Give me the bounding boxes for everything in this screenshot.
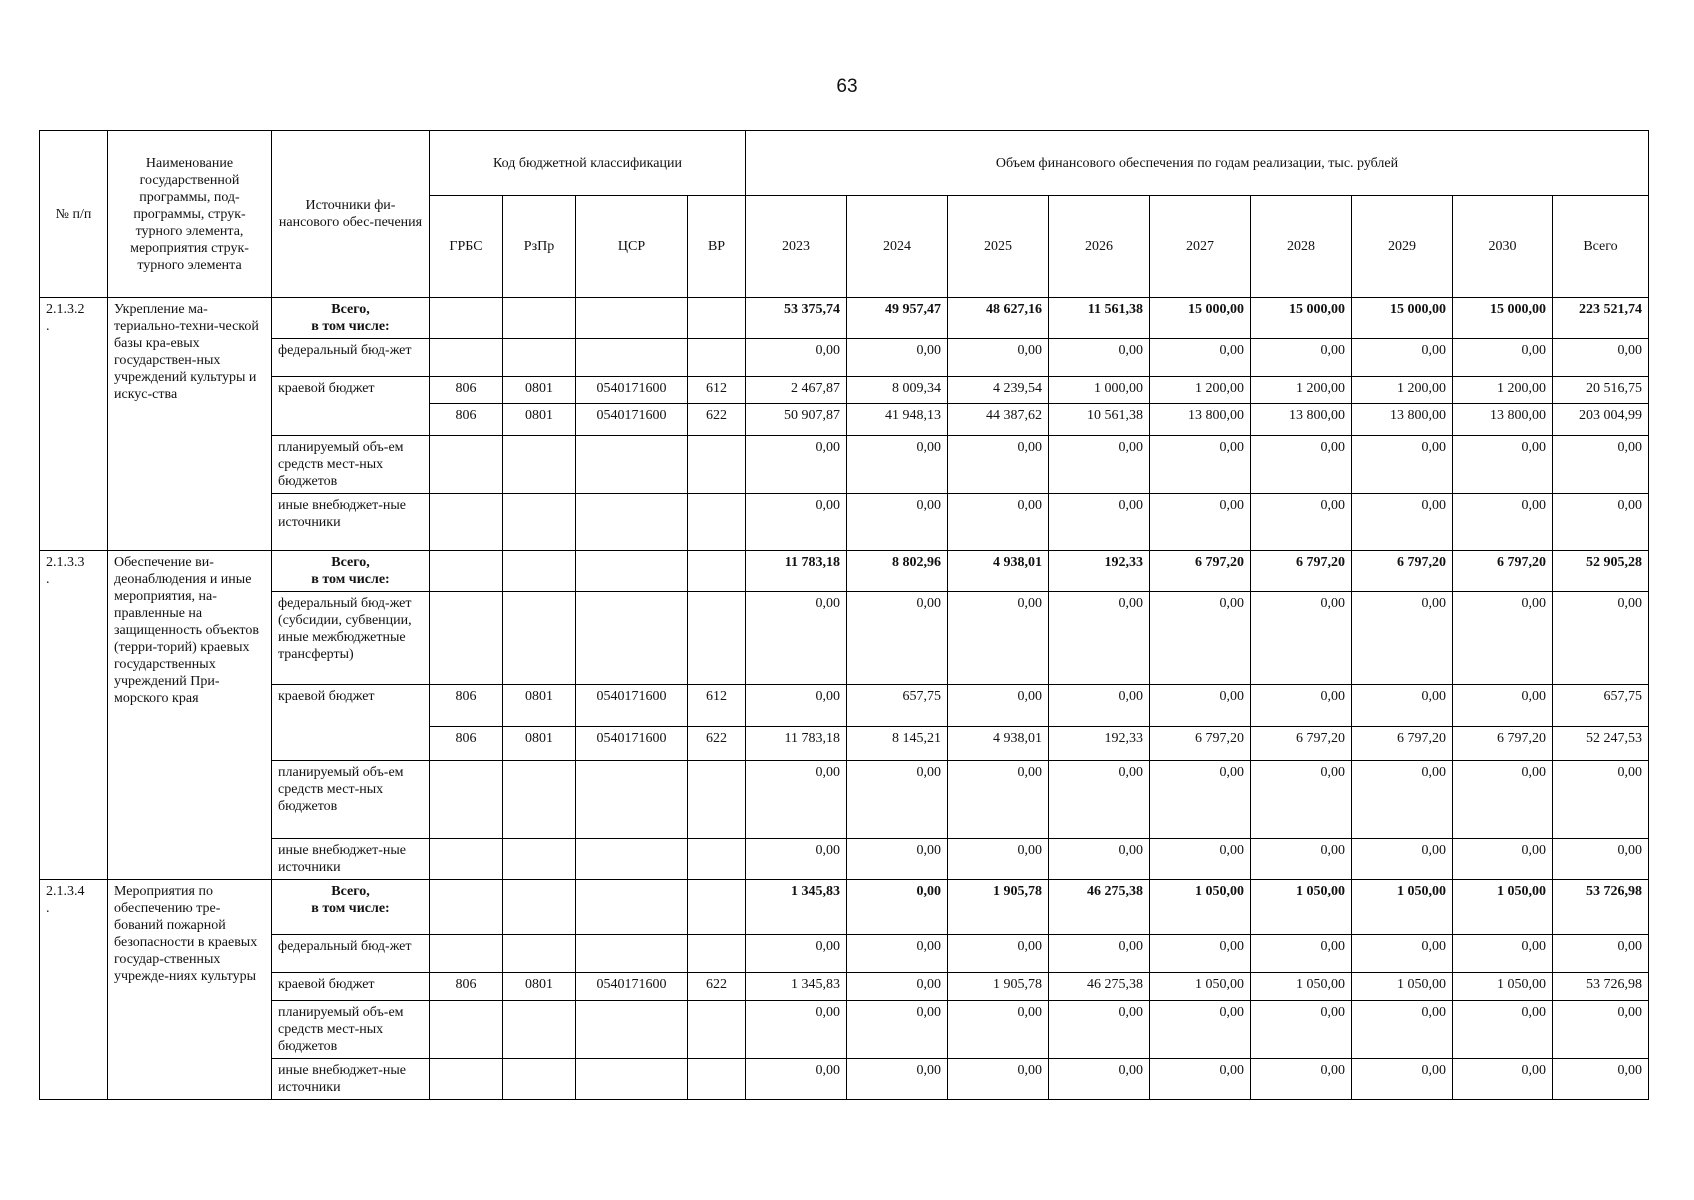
- code-csr: [576, 436, 688, 494]
- code-vr: 612: [688, 377, 746, 404]
- value-total: 657,75: [1553, 685, 1649, 727]
- value-2027: 13 800,00: [1150, 404, 1251, 436]
- code-vr: 622: [688, 973, 746, 1001]
- code-vr: [688, 761, 746, 839]
- code-vr: [688, 436, 746, 494]
- value-2023: 11 783,18: [746, 727, 847, 761]
- funding-source: федеральный бюд-жет: [272, 935, 430, 973]
- value-2024: 0,00: [847, 839, 948, 880]
- value-2027: 0,00: [1150, 592, 1251, 685]
- item-number: 2.1.3.2 .: [40, 298, 108, 551]
- code-csr: [576, 839, 688, 880]
- value-2029: 0,00: [1352, 436, 1453, 494]
- value-2025: 0,00: [948, 436, 1049, 494]
- code-csr: [576, 1059, 688, 1100]
- value-2029: 1 200,00: [1352, 377, 1453, 404]
- funding-source: федеральный бюд-жет (субсидии, субвенции, иные межбюджетные трансферты): [272, 592, 430, 685]
- code-rzpr: 0801: [503, 727, 576, 761]
- funding-source-line: в том числе:: [311, 319, 390, 334]
- code-grbs: [430, 839, 503, 880]
- code-rzpr: 0801: [503, 404, 576, 436]
- value-2025: 1 905,78: [948, 880, 1049, 935]
- value-2030: 0,00: [1453, 761, 1553, 839]
- value-2028: 0,00: [1251, 1059, 1352, 1100]
- value-2030: 1 050,00: [1453, 973, 1553, 1001]
- table-row: [40, 436, 1649, 494]
- value-2025: 0,00: [948, 339, 1049, 377]
- value-2030: 1 050,00: [1453, 880, 1553, 935]
- header-grbs: ГРБС: [430, 196, 503, 298]
- code-vr: 622: [688, 727, 746, 761]
- value-2030: 6 797,20: [1453, 727, 1553, 761]
- value-total: 223 521,74: [1553, 298, 1649, 339]
- code-vr: [688, 1059, 746, 1100]
- code-vr: [688, 494, 746, 551]
- code-vr: [688, 880, 746, 935]
- value-2029: 1 050,00: [1352, 973, 1453, 1001]
- value-total: 53 726,98: [1553, 973, 1649, 1001]
- code-rzpr: [503, 551, 576, 592]
- item-number: 2.1.3.3 .: [40, 551, 108, 880]
- code-rzpr: 0801: [503, 973, 576, 1001]
- value-2028: 6 797,20: [1251, 727, 1352, 761]
- value-2025: 0,00: [948, 761, 1049, 839]
- value-2028: 15 000,00: [1251, 298, 1352, 339]
- item-name: Мероприятия по обеспечению тре-бований пожарной безопасности в краевых государ-ственных учрежде-ниях культуры: [108, 880, 272, 1100]
- value-2023: 0,00: [746, 494, 847, 551]
- value-2025: 48 627,16: [948, 298, 1049, 339]
- code-rzpr: [503, 1001, 576, 1059]
- header-year-2027: 2027: [1150, 196, 1251, 298]
- value-2026: 0,00: [1049, 436, 1150, 494]
- value-2023: 0,00: [746, 339, 847, 377]
- value-total: 0,00: [1553, 494, 1649, 551]
- table-body: [40, 298, 1649, 1100]
- code-grbs: [430, 298, 503, 339]
- value-2023: 0,00: [746, 839, 847, 880]
- header-number: № п/п: [40, 131, 108, 298]
- value-2023: 2 467,87: [746, 377, 847, 404]
- funding-source: иные внебюджет-ные источники: [272, 494, 430, 551]
- value-2029: 0,00: [1352, 592, 1453, 685]
- header-rzpr: РзПр: [503, 196, 576, 298]
- value-2029: 0,00: [1352, 685, 1453, 727]
- value-2024: 0,00: [847, 592, 948, 685]
- value-2026: 0,00: [1049, 592, 1150, 685]
- code-vr: [688, 935, 746, 973]
- table-row: [40, 494, 1649, 551]
- code-csr: 0540171600: [576, 377, 688, 404]
- value-2025: 0,00: [948, 685, 1049, 727]
- code-vr: [688, 839, 746, 880]
- value-2026: 0,00: [1049, 494, 1150, 551]
- value-2030: 0,00: [1453, 592, 1553, 685]
- value-2024: 49 957,47: [847, 298, 948, 339]
- funding-source: иные внебюджет-ные источники: [272, 839, 430, 880]
- value-2023: 0,00: [746, 1001, 847, 1059]
- funding-source-line: в том числе:: [311, 572, 390, 587]
- value-2025: 0,00: [948, 1001, 1049, 1059]
- value-2027: 1 050,00: [1150, 880, 1251, 935]
- code-vr: 612: [688, 685, 746, 727]
- value-2024: 8 145,21: [847, 727, 948, 761]
- code-csr: [576, 551, 688, 592]
- code-csr: [576, 880, 688, 935]
- value-2028: 1 050,00: [1251, 880, 1352, 935]
- code-csr: [576, 1001, 688, 1059]
- header-total: Всего: [1553, 196, 1649, 298]
- value-2027: 15 000,00: [1150, 298, 1251, 339]
- value-2029: 0,00: [1352, 494, 1453, 551]
- code-vr: [688, 592, 746, 685]
- value-total: 0,00: [1553, 935, 1649, 973]
- funding-source-line: Всего,: [331, 302, 370, 317]
- value-2028: 0,00: [1251, 592, 1352, 685]
- value-2024: 0,00: [847, 494, 948, 551]
- code-rzpr: [503, 436, 576, 494]
- page-number: 63: [836, 76, 858, 97]
- code-grbs: [430, 1059, 503, 1100]
- value-total: 0,00: [1553, 592, 1649, 685]
- value-2023: 0,00: [746, 685, 847, 727]
- funding-source: планируемый объ-ем средств мест-ных бюджетов: [272, 1001, 430, 1059]
- value-2024: 8 009,34: [847, 377, 948, 404]
- table-row: [40, 685, 1649, 727]
- value-2024: 0,00: [847, 935, 948, 973]
- value-2029: 6 797,20: [1352, 551, 1453, 592]
- value-total: 0,00: [1553, 761, 1649, 839]
- code-vr: [688, 551, 746, 592]
- value-total: 0,00: [1553, 839, 1649, 880]
- value-2029: 6 797,20: [1352, 727, 1453, 761]
- header-budget-code: Код бюджетной классификации: [430, 131, 746, 196]
- value-2024: 0,00: [847, 973, 948, 1001]
- value-2025: 0,00: [948, 935, 1049, 973]
- funding-source-line: Всего,: [331, 884, 370, 899]
- code-csr: [576, 494, 688, 551]
- value-2027: 0,00: [1150, 839, 1251, 880]
- code-grbs: [430, 935, 503, 973]
- code-grbs: [430, 339, 503, 377]
- value-2030: 0,00: [1453, 685, 1553, 727]
- value-2030: 0,00: [1453, 935, 1553, 973]
- value-2023: 1 345,83: [746, 880, 847, 935]
- value-2030: 0,00: [1453, 494, 1553, 551]
- table-row: [40, 973, 1649, 1001]
- value-2027: 0,00: [1150, 761, 1251, 839]
- funding-source: [272, 880, 430, 935]
- header-year-2023: 2023: [746, 196, 847, 298]
- value-2027: 0,00: [1150, 339, 1251, 377]
- code-grbs: [430, 436, 503, 494]
- value-2026: 46 275,38: [1049, 973, 1150, 1001]
- header-financing-volume: Объем финансового обеспечения по годам реализации, тыс. рублей: [746, 131, 1649, 196]
- value-2023: 50 907,87: [746, 404, 847, 436]
- value-2026: 0,00: [1049, 685, 1150, 727]
- value-2027: 1 050,00: [1150, 973, 1251, 1001]
- value-2028: 0,00: [1251, 761, 1352, 839]
- value-2026: 192,33: [1049, 727, 1150, 761]
- value-2024: 0,00: [847, 761, 948, 839]
- value-2028: 0,00: [1251, 436, 1352, 494]
- funding-source: федеральный бюд-жет: [272, 339, 430, 377]
- code-csr: 0540171600: [576, 685, 688, 727]
- funding-source-line: Всего,: [331, 555, 370, 570]
- value-2025: 0,00: [948, 494, 1049, 551]
- value-2029: 0,00: [1352, 339, 1453, 377]
- value-2029: 0,00: [1352, 935, 1453, 973]
- code-grbs: [430, 592, 503, 685]
- code-grbs: 806: [430, 685, 503, 727]
- table-row: [40, 339, 1649, 377]
- value-2024: 657,75: [847, 685, 948, 727]
- table-row: [40, 839, 1649, 880]
- value-2026: 192,33: [1049, 551, 1150, 592]
- value-2024: 0,00: [847, 1001, 948, 1059]
- value-2026: 0,00: [1049, 935, 1150, 973]
- value-2023: 0,00: [746, 935, 847, 973]
- code-rzpr: [503, 880, 576, 935]
- code-rzpr: [503, 494, 576, 551]
- code-rzpr: 0801: [503, 377, 576, 404]
- value-2024: 0,00: [847, 339, 948, 377]
- value-2024: 41 948,13: [847, 404, 948, 436]
- code-grbs: [430, 551, 503, 592]
- code-csr: 0540171600: [576, 404, 688, 436]
- value-2028: 0,00: [1251, 839, 1352, 880]
- funding-source: иные внебюджет-ные источники: [272, 1059, 430, 1100]
- value-2028: 1 200,00: [1251, 377, 1352, 404]
- table-row: [40, 1059, 1649, 1100]
- code-grbs: 806: [430, 973, 503, 1001]
- code-vr: [688, 298, 746, 339]
- code-csr: [576, 761, 688, 839]
- financing-table: [39, 130, 1649, 1100]
- value-2025: 0,00: [948, 1059, 1049, 1100]
- value-2025: 0,00: [948, 839, 1049, 880]
- value-2030: 0,00: [1453, 339, 1553, 377]
- value-2028: 0,00: [1251, 494, 1352, 551]
- value-2023: 0,00: [746, 761, 847, 839]
- header-year-2026: 2026: [1049, 196, 1150, 298]
- header-year-2029: 2029: [1352, 196, 1453, 298]
- value-total: 0,00: [1553, 339, 1649, 377]
- value-2023: 53 375,74: [746, 298, 847, 339]
- value-2023: 0,00: [746, 592, 847, 685]
- value-2027: 0,00: [1150, 685, 1251, 727]
- code-rzpr: [503, 1059, 576, 1100]
- header-year-2024: 2024: [847, 196, 948, 298]
- code-csr: [576, 339, 688, 377]
- header-vr: ВР: [688, 196, 746, 298]
- code-vr: [688, 1001, 746, 1059]
- value-2029: 1 050,00: [1352, 880, 1453, 935]
- value-2030: 0,00: [1453, 436, 1553, 494]
- code-grbs: [430, 494, 503, 551]
- value-2023: 0,00: [746, 436, 847, 494]
- code-csr: [576, 935, 688, 973]
- value-2028: 6 797,20: [1251, 551, 1352, 592]
- table-row: [40, 551, 1649, 592]
- value-2025: 0,00: [948, 592, 1049, 685]
- funding-source: планируемый объ-ем средств мест-ных бюджетов: [272, 436, 430, 494]
- funding-source: [272, 298, 430, 339]
- value-2030: 0,00: [1453, 1059, 1553, 1100]
- code-csr: 0540171600: [576, 973, 688, 1001]
- code-rzpr: [503, 761, 576, 839]
- value-2024: 0,00: [847, 880, 948, 935]
- value-2029: 0,00: [1352, 1001, 1453, 1059]
- code-rzpr: [503, 339, 576, 377]
- code-grbs: 806: [430, 727, 503, 761]
- header-year-2028: 2028: [1251, 196, 1352, 298]
- item-name: Обеспечение ви-деонаблюдения и иные мероприятия, на-правленные на защищенность объектов (терри-торий) краевых государственных учреждений При-морского края: [108, 551, 272, 880]
- value-2026: 10 561,38: [1049, 404, 1150, 436]
- value-2026: 0,00: [1049, 1059, 1150, 1100]
- value-2025: 1 905,78: [948, 973, 1049, 1001]
- code-grbs: [430, 761, 503, 839]
- code-csr: 0540171600: [576, 727, 688, 761]
- code-rzpr: [503, 839, 576, 880]
- value-2026: 46 275,38: [1049, 880, 1150, 935]
- value-2027: 6 797,20: [1150, 551, 1251, 592]
- value-2027: 0,00: [1150, 1059, 1251, 1100]
- code-grbs: [430, 1001, 503, 1059]
- value-2027: 0,00: [1150, 494, 1251, 551]
- value-2027: 0,00: [1150, 436, 1251, 494]
- value-2028: 0,00: [1251, 1001, 1352, 1059]
- item-name: Укрепление ма-териально-техни-ческой базы кра-евых государствен-ных учреждений культуры и искус-ства: [108, 298, 272, 551]
- value-2026: 0,00: [1049, 761, 1150, 839]
- header-year-2025: 2025: [948, 196, 1049, 298]
- value-total: 20 516,75: [1553, 377, 1649, 404]
- code-csr: [576, 298, 688, 339]
- value-2023: 11 783,18: [746, 551, 847, 592]
- value-total: 52 905,28: [1553, 551, 1649, 592]
- value-2029: 0,00: [1352, 761, 1453, 839]
- value-2023: 0,00: [746, 1059, 847, 1100]
- item-number: 2.1.3.4 .: [40, 880, 108, 1100]
- value-total: 0,00: [1553, 436, 1649, 494]
- funding-source: планируемый объ-ем средств мест-ных бюджетов: [272, 761, 430, 839]
- value-2029: 13 800,00: [1352, 404, 1453, 436]
- funding-source: [272, 551, 430, 592]
- code-rzpr: [503, 592, 576, 685]
- value-2026: 0,00: [1049, 839, 1150, 880]
- value-total: 53 726,98: [1553, 880, 1649, 935]
- header-name: Наименование государственной программы, под-программы, струк-турного элемента, мероприятия струк-турного элемента: [108, 131, 272, 298]
- code-grbs: 806: [430, 377, 503, 404]
- table-row: [40, 592, 1649, 685]
- value-2025: 4 938,01: [948, 551, 1049, 592]
- value-2026: 0,00: [1049, 1001, 1150, 1059]
- value-2030: 6 797,20: [1453, 551, 1553, 592]
- value-2024: 0,00: [847, 1059, 948, 1100]
- value-2025: 4 938,01: [948, 727, 1049, 761]
- value-total: 0,00: [1553, 1059, 1649, 1100]
- value-total: 203 004,99: [1553, 404, 1649, 436]
- value-2025: 44 387,62: [948, 404, 1049, 436]
- value-2030: 0,00: [1453, 839, 1553, 880]
- header-source: Источники фи-нансового обес-печения: [272, 131, 430, 298]
- code-rzpr: [503, 298, 576, 339]
- value-2030: 15 000,00: [1453, 298, 1553, 339]
- value-2025: 4 239,54: [948, 377, 1049, 404]
- header-csr: ЦСР: [576, 196, 688, 298]
- value-2028: 0,00: [1251, 339, 1352, 377]
- value-2030: 1 200,00: [1453, 377, 1553, 404]
- value-2028: 0,00: [1251, 685, 1352, 727]
- value-2030: 0,00: [1453, 1001, 1553, 1059]
- value-2028: 1 050,00: [1251, 973, 1352, 1001]
- value-2029: 0,00: [1352, 839, 1453, 880]
- code-rzpr: [503, 935, 576, 973]
- value-2029: 15 000,00: [1352, 298, 1453, 339]
- value-2026: 11 561,38: [1049, 298, 1150, 339]
- table-header: [40, 131, 1649, 298]
- code-vr: 622: [688, 404, 746, 436]
- table-row: [40, 761, 1649, 839]
- table-row: [40, 377, 1649, 404]
- funding-source: краевой бюджет: [272, 685, 430, 761]
- value-2026: 0,00: [1049, 339, 1150, 377]
- code-rzpr: 0801: [503, 685, 576, 727]
- value-total: 0,00: [1553, 1001, 1649, 1059]
- value-2027: 0,00: [1150, 1001, 1251, 1059]
- table-row: [40, 298, 1649, 339]
- code-vr: [688, 339, 746, 377]
- code-grbs: 806: [430, 404, 503, 436]
- table-row: [40, 880, 1649, 935]
- table-row: [40, 935, 1649, 973]
- header-year-2030: 2030: [1453, 196, 1553, 298]
- funding-source-line: в том числе:: [311, 901, 390, 916]
- value-2027: 1 200,00: [1150, 377, 1251, 404]
- funding-source: краевой бюджет: [272, 377, 430, 436]
- value-2027: 0,00: [1150, 935, 1251, 973]
- value-2023: 1 345,83: [746, 973, 847, 1001]
- value-2027: 6 797,20: [1150, 727, 1251, 761]
- value-2030: 13 800,00: [1453, 404, 1553, 436]
- value-2028: 13 800,00: [1251, 404, 1352, 436]
- code-csr: [576, 592, 688, 685]
- code-grbs: [430, 880, 503, 935]
- value-2028: 0,00: [1251, 935, 1352, 973]
- value-2024: 8 802,96: [847, 551, 948, 592]
- funding-source: краевой бюджет: [272, 973, 430, 1001]
- value-2029: 0,00: [1352, 1059, 1453, 1100]
- value-2024: 0,00: [847, 436, 948, 494]
- value-2026: 1 000,00: [1049, 377, 1150, 404]
- table-row: [40, 1001, 1649, 1059]
- value-total: 52 247,53: [1553, 727, 1649, 761]
